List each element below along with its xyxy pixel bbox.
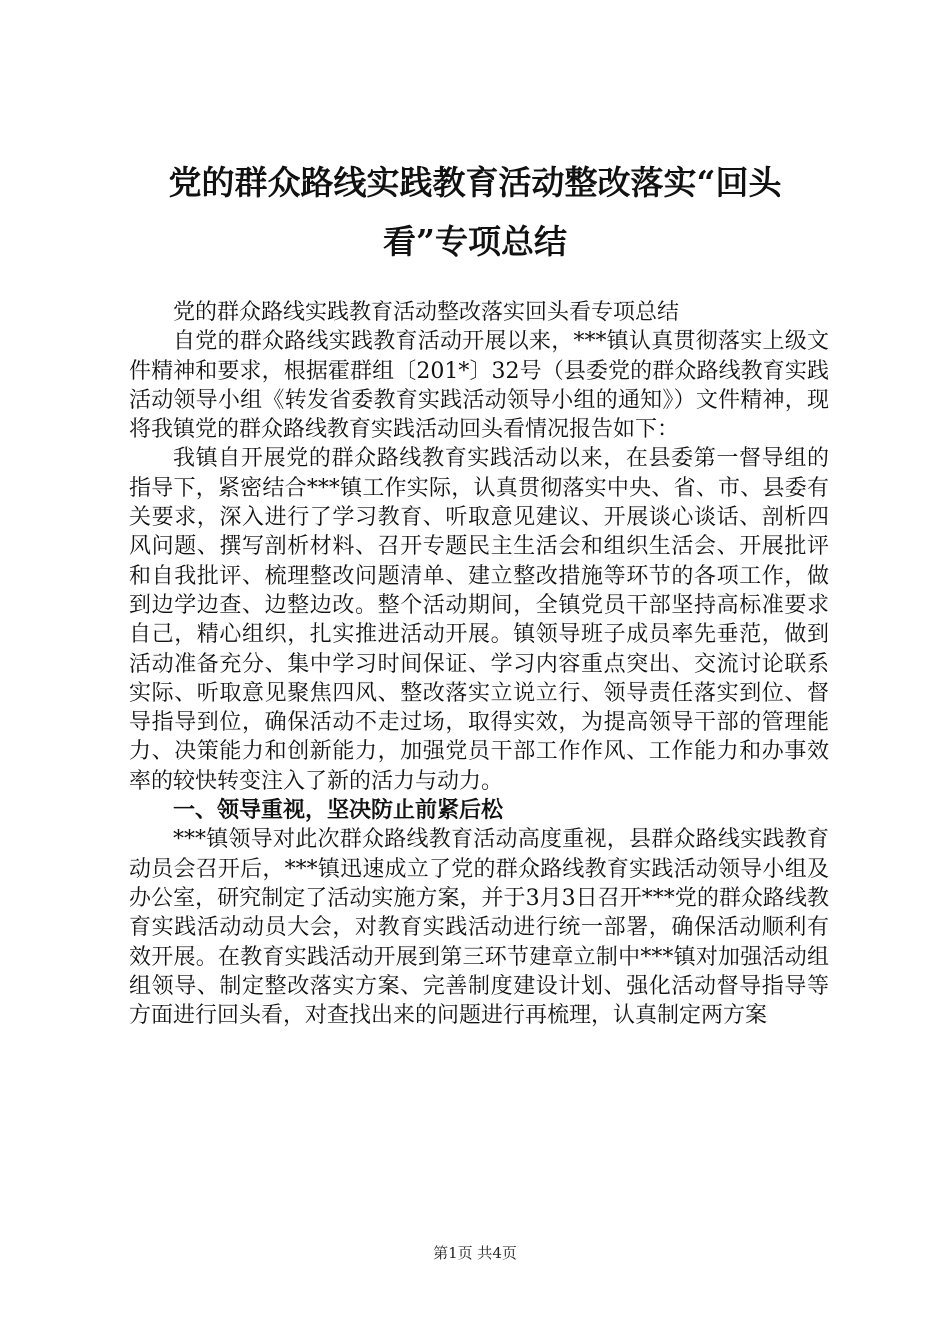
document-body <box>129 298 829 1030</box>
document-title-line-1: 党的群众路线实践教育活动整改落实“回头 <box>168 163 782 202</box>
page-footer: 第1页 共4页 <box>433 1244 517 1262</box>
intro-paragraph: 自党的群众路线实践教育活动开展以来，***镇认真贯彻落实上级文件精神和要求，根据霍群组〔201*〕32号（县委党的群众路线教育实践活动领导小组《转发省委教育实践活动领导小组的通知》）文件精神，现将我镇党的群众路线教育实践活动回头看情况报告如下： <box>129 329 829 443</box>
document-title-line-2: 看”专项总结 <box>383 222 567 261</box>
summary-paragraph: 我镇自开展党的群众路线教育实践活动以来，在县委第一督导组的指导下，紧密结合***镇工作实际，认真贯彻落实中央、省、市、县委有关要求，深入进行了学习教育、听取意见建议、开展谈心谈话、剖析四风问题、撰写剖析材料、召开专题民主生活会和组织生活会、开展批评和自我批评、梳理整改问题清单、建立整改措施等环节的各项工作，做到边学边查、边整边改。整个活动期间，全镇党员干部坚持高标准要求自己，精心组织，扎实推进活动开展。镇领导班子成员率先垂范，做到活动准备充分、集中学习时间保证、学习内容重点突出、交流讨论联系实际、听取意见聚焦四风、整改落实立说立行、领导责任落实到位、督导指导到位，确保活动不走过场，取得实效，为提高领导干部的管理能力、决策能力和创新能力，加强党员干部工作作风、工作能力和办事效率的较快转变注入了新的活力与动力。 <box>129 446 829 794</box>
section-paragraph: ***镇领导对此次群众路线教育活动高度重视，县群众路线实践教育动员会召开后，***镇迅速成立了党的群众路线教育实践活动领导小组及办公室，研究制定了活动实施方案，并于3月3日召开***党的群众路线教育实践活动动员大会，对教育实践活动进行统一部署，确保活动顺利有效开展。在教育实践活动开展到第三环节建章立制中***镇对加强活动组组领导、制定整改落实方案、完善制度建设计划、强化活动督导指导等方面进行回头看，对查找出来的问题进行再梳理，认真制定两方案 <box>129 827 829 1029</box>
subtitle-paragraph: 党的群众路线实践教育活动整改落实回头看专项总结 <box>173 300 680 325</box>
section-heading: 一、领导重视，坚决防止前紧后松 <box>173 798 504 824</box>
